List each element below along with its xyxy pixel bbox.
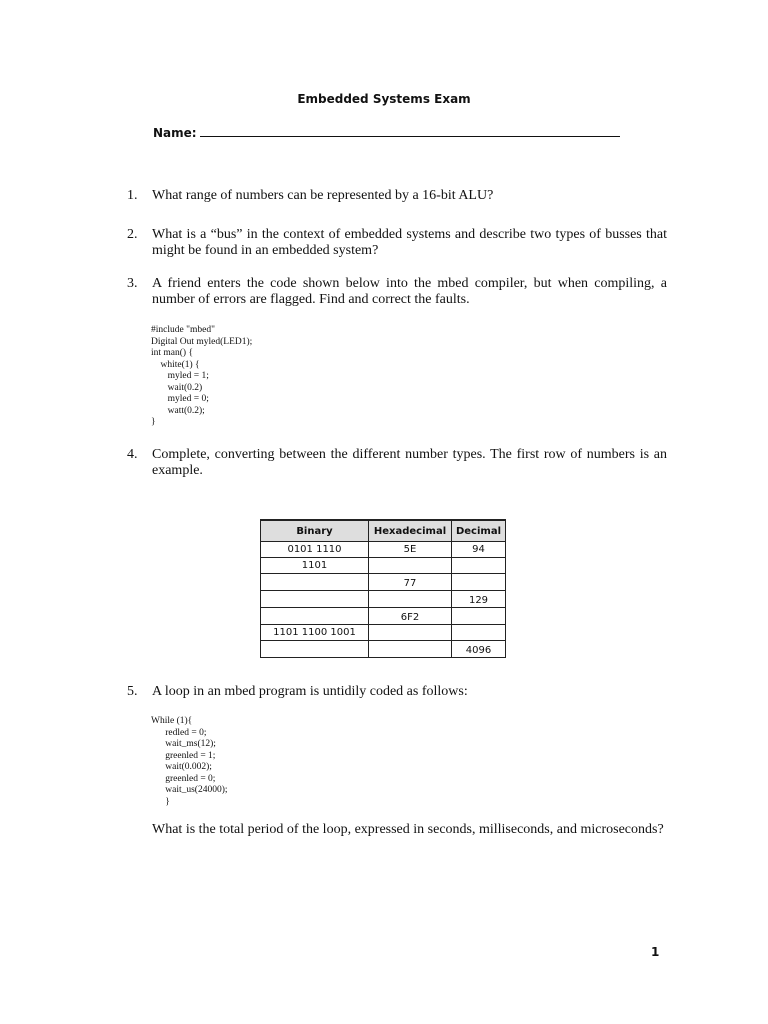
code-block-q3: #include "mbed" Digital Out myled(LED1); int man() { white(1) { myled = 1; wait(0.2) myled = 0; watt(0.2); } (151, 325, 253, 427)
question-4 (127, 447, 667, 479)
header-decimal: Decimal (452, 520, 506, 542)
table-row (261, 625, 506, 641)
question-number: 3. (127, 276, 138, 291)
question-text: What is the total period of the loop, expressed in seconds, milliseconds, and microseconds? (152, 822, 664, 837)
cell-binary[interactable]: 1101 (261, 558, 369, 574)
question-text: A friend enters the code shown below into the mbed compiler, but when compiling, a number of errors are flagged. Find and correct the faults. (152, 276, 667, 307)
cell-binary[interactable]: 0101 1110 (261, 542, 369, 558)
question-1 (127, 188, 667, 204)
cell-hexadecimal[interactable] (369, 625, 452, 641)
cell-hexadecimal[interactable]: 6F2 (369, 608, 452, 625)
table-row (261, 608, 506, 625)
question-number: 2. (127, 227, 138, 242)
header-hexadecimal: Hexadecimal (369, 520, 452, 542)
table-header-row (261, 520, 506, 542)
table-row (261, 558, 506, 574)
cell-hexadecimal[interactable] (369, 558, 452, 574)
code-block-q5: While (1){ redled = 0; wait_ms(12); greenled = 1; wait(0.002); greenled = 0; wait_us(24000); } (151, 716, 228, 807)
table-row (261, 574, 506, 591)
name-field[interactable] (153, 124, 620, 140)
cell-decimal[interactable]: 4096 (452, 641, 506, 658)
conversion-table (260, 519, 506, 658)
question-text: A loop in an mbed program is untidily coded as follows: (152, 684, 468, 699)
cell-binary[interactable] (261, 608, 369, 625)
cell-binary[interactable]: 1101 1100 1001 (261, 625, 369, 641)
cell-decimal[interactable] (452, 574, 506, 591)
question-5 (127, 684, 667, 700)
question-number: 5. (127, 684, 138, 699)
question-2 (127, 227, 667, 259)
question-text: What is a “bus” in the context of embedded systems and describe two types of busses that might be found in an embedded system? (152, 227, 667, 258)
cell-hexadecimal[interactable] (369, 641, 452, 658)
table-row (261, 641, 506, 658)
question-3 (127, 276, 667, 308)
cell-hexadecimal[interactable]: 77 (369, 574, 452, 591)
question-number: 4. (127, 447, 138, 462)
name-blank-line[interactable] (200, 124, 620, 137)
cell-decimal[interactable] (452, 558, 506, 574)
question-5-followup (127, 822, 667, 838)
cell-hexadecimal[interactable]: 5E (369, 542, 452, 558)
header-binary: Binary (261, 520, 369, 542)
question-number: 1. (127, 188, 138, 203)
cell-decimal[interactable] (452, 625, 506, 641)
page-number: 1 (651, 945, 660, 959)
table-row (261, 591, 506, 608)
cell-decimal[interactable] (452, 608, 506, 625)
cell-hexadecimal[interactable] (369, 591, 452, 608)
cell-decimal[interactable]: 94 (452, 542, 506, 558)
question-text: Complete, converting between the different number types. The first row of numbers is an example. (152, 447, 667, 478)
name-label: Name: (153, 126, 197, 140)
question-text: What range of numbers can be represented by a 16-bit ALU? (152, 188, 494, 203)
exam-title: Embedded Systems Exam (297, 92, 471, 106)
table-row (261, 542, 506, 558)
cell-binary[interactable] (261, 574, 369, 591)
cell-binary[interactable] (261, 591, 369, 608)
cell-decimal[interactable]: 129 (452, 591, 506, 608)
cell-binary[interactable] (261, 641, 369, 658)
